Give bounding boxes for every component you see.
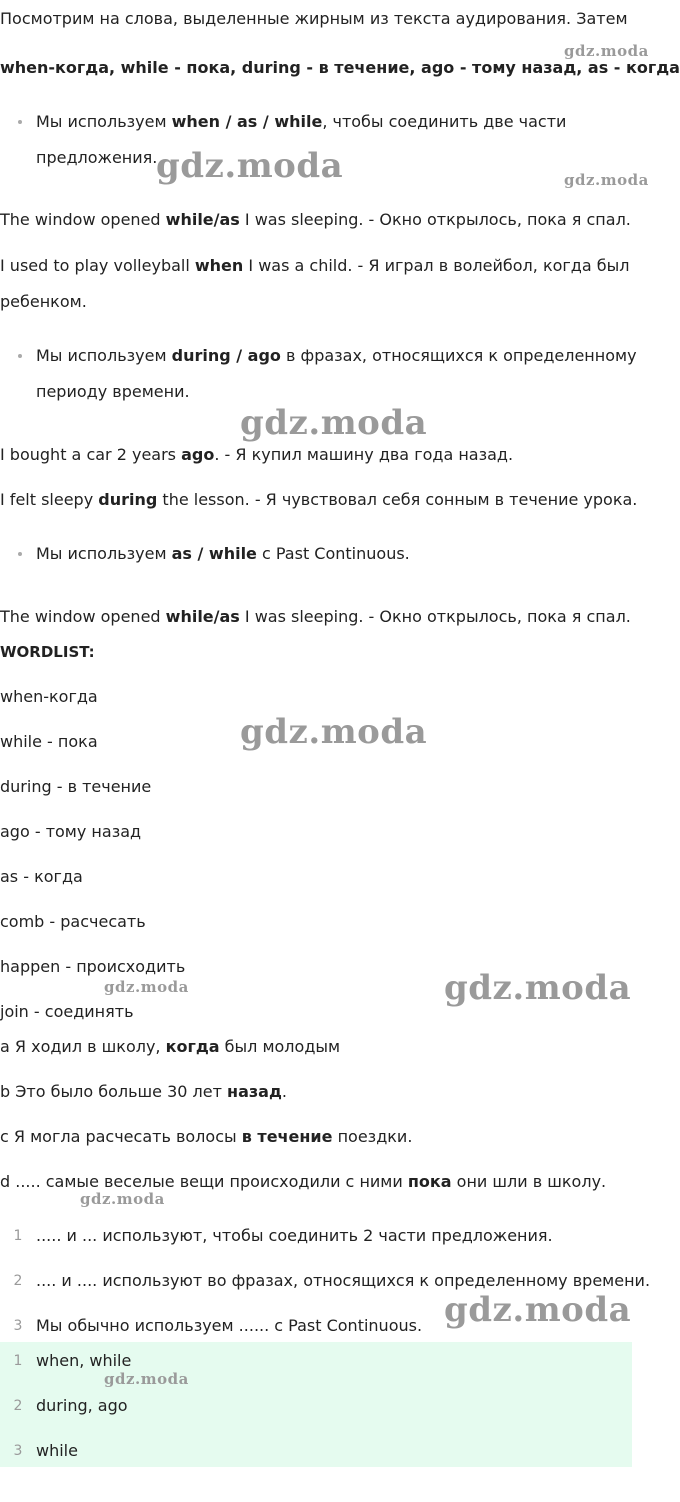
exercise-sentence: c Я могла расчесать волосы в течение поездки. [0, 1127, 413, 1146]
question-number: 1 [13, 1228, 23, 1244]
question-number: 3 [13, 1318, 23, 1334]
answer-text: while [36, 1441, 78, 1460]
answer-number: 1 [13, 1353, 23, 1369]
watermark: gdz.moda [156, 146, 344, 186]
answer-text: when, while [36, 1351, 132, 1370]
exercise-sentence: d ..... самые веселые вещи происходили с ними пока они шли в школу. [0, 1172, 607, 1191]
wordlist-item: while - пока [0, 732, 98, 751]
answer-number: 3 [13, 1443, 23, 1459]
example-sentence: I felt sleepy during the lesson. - Я чувствовал себя сонным в течение урока. [0, 490, 638, 509]
rule-when-as-while: Мы используем when / as / while, чтобы соединить две части [36, 112, 567, 131]
wordlist-item: ago - тому назад [0, 822, 142, 841]
example-sentence: I bought a car 2 years ago. - Я купил машину два года назад. [0, 445, 514, 464]
watermark: gdz.moda [240, 712, 428, 752]
example-sentence: I used to play volleyball when I was a child. - Я играл в волейбол, когда был [0, 256, 630, 275]
answer-number: 2 [13, 1398, 23, 1414]
wordlist-item: as - когда [0, 867, 83, 886]
rule-as-while: Мы используем as / while с Past Continuous. [36, 544, 410, 563]
example-sentence: The window opened while/as I was sleeping. - Окно открылось, пока я спал. [0, 607, 631, 626]
bullet-dot [18, 552, 22, 556]
wordlist-item: comb - расчесать [0, 912, 146, 931]
watermark: gdz.moda [564, 171, 649, 189]
exercise-sentence: a Я ходил в школу, когда был молодым [0, 1037, 341, 1056]
wordlist-item: join - соединять [0, 1002, 134, 1021]
wordlist-item: happen - происходить [0, 957, 186, 976]
watermark: gdz.moda [444, 968, 632, 1008]
key-words-line: when-когда, while - пока, during - в течение, ago - тому назад, as - когда [0, 58, 680, 77]
watermark: gdz.moda [564, 42, 649, 60]
intro-text: Посмотрим на слова, выделенные жирным из текста аудирования. Затем [0, 9, 628, 28]
answers-box [0, 1342, 632, 1467]
bullet-dot [18, 354, 22, 358]
example-sentence: The window opened while/as I was sleeping. - Окно открылось, пока я спал. [0, 210, 631, 229]
watermark: gdz.moda [240, 403, 428, 443]
bullet-dot [18, 120, 22, 124]
question-number: 2 [13, 1273, 23, 1289]
watermark: gdz.moda [104, 1370, 189, 1388]
question-text: Мы обычно используем ...... с Past Continuous. [36, 1316, 423, 1335]
question-text: ..... и ... используют, чтобы соединить 2 части предложения. [36, 1226, 553, 1245]
example-sentence-cont: ребенком. [0, 292, 87, 311]
exercise-sentence: b Это было больше 30 лет назад. [0, 1082, 287, 1101]
watermark: gdz.moda [444, 1290, 632, 1330]
rule-during-ago: Мы используем during / ago в фразах, относящихся к определенному [36, 346, 637, 365]
watermark: gdz.moda [104, 978, 189, 996]
question-text: .... и .... используют во фразах, относящихся к определенному времени. [36, 1271, 651, 1290]
wordlist-item: when-когда [0, 687, 98, 706]
rule-when-as-while-cont: предложения. [36, 148, 158, 167]
answer-text: during, ago [36, 1396, 128, 1415]
rule-during-ago-cont: периоду времени. [36, 382, 190, 401]
wordlist-title: WORDLIST: [0, 643, 95, 661]
wordlist-item: during - в течение [0, 777, 152, 796]
watermark: gdz.moda [80, 1190, 165, 1208]
